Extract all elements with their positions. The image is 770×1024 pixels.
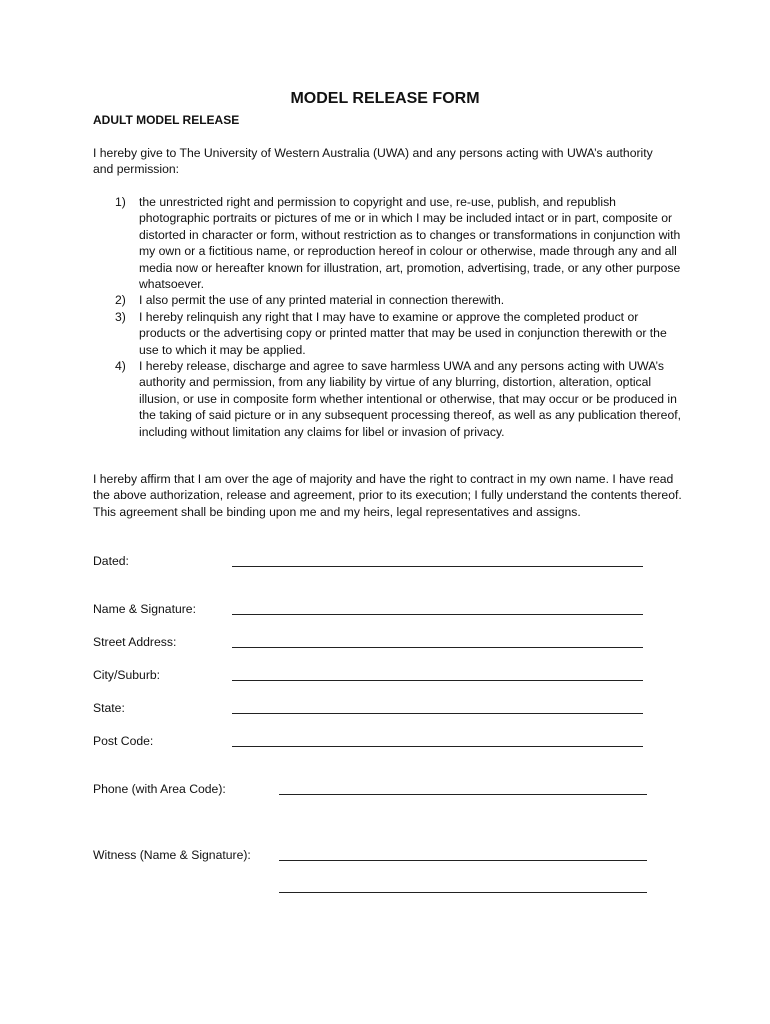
item-number: 2) <box>115 293 126 308</box>
post-code-field[interactable] <box>232 746 643 747</box>
witness-label: Witness (Name & Signature): <box>93 848 251 862</box>
dated-label: Dated: <box>93 554 129 568</box>
item-text: I also permit the use of any printed material in connection therewith. <box>139 293 505 308</box>
witness-field[interactable] <box>279 860 647 861</box>
street-address-field[interactable] <box>232 647 643 648</box>
street-address-label: Street Address: <box>93 635 177 649</box>
name-signature-field[interactable] <box>232 614 643 615</box>
dated-field[interactable] <box>232 566 643 567</box>
item-number: 3) <box>115 309 126 324</box>
form-title: MODEL RELEASE FORM <box>290 90 480 107</box>
post-code-label: Post Code: <box>93 734 154 748</box>
item-number: 1) <box>115 195 126 209</box>
phone-field[interactable] <box>279 794 647 795</box>
name-signature-label: Name & Signature: <box>93 602 196 616</box>
item-number: 4) <box>115 359 126 374</box>
state-label: State: <box>93 701 125 715</box>
state-field[interactable] <box>232 713 643 714</box>
intro-paragraph: I hereby give to The University of Western Australia (UWA) and any persons acting with UWA’s authority and permission: <box>93 146 653 177</box>
item-text: I hereby relinquish any right that I may have to examine or approve the completed product or products or the advertising copy or printed matter that may be used in conjunction therewith or the use to which it may be applied. <box>139 309 667 357</box>
list-item <box>93 292 683 308</box>
form-subtitle: ADULT MODEL RELEASE <box>93 113 240 127</box>
list-item <box>93 358 683 440</box>
item-text: I hereby release, discharge and agree to save harmless UWA and any persons acting with UWA’s authority and permission, from any liability by virtue of any blurring, distortion, alteration, optical illusion, or use in composite form whether intentional or otherwise, that may occur or be produced in the taking of said picture or in any subsequent processing thereof, as well as any publication thereof, including without limitation any claims for libel or invasion of privacy. <box>139 359 681 439</box>
list-item <box>93 194 683 292</box>
phone-label: Phone (with Area Code): <box>93 782 226 796</box>
witness-field-second[interactable] <box>279 892 647 893</box>
list-item <box>93 309 683 358</box>
city-suburb-field[interactable] <box>232 680 643 681</box>
affirmation-paragraph: I hereby affirm that I am over the age of majority and have the right to contract in my own name. I have read the above authorization, release and agreement, prior to its execution; I fully understand the contents thereof. This agreement shall be binding upon me and my heirs, legal representatives and assigns. <box>93 472 682 519</box>
terms-list <box>93 194 683 440</box>
city-suburb-label: City/Suburb: <box>93 668 161 682</box>
item-text: the unrestricted right and permission to copyright and use, re-use, publish, and republish photographic portraits or pictures of me or in which I may be included intact or in part, composite or distorted in character or form, without restriction as to changes or transformations in conjunction with my own or a fictitious name, or reproduction hereof in colour or otherwise, made through any and all media now or hereafter known for illustration, art, promotion, advertising, trade, or any other purpose whatsoever. <box>139 195 681 292</box>
